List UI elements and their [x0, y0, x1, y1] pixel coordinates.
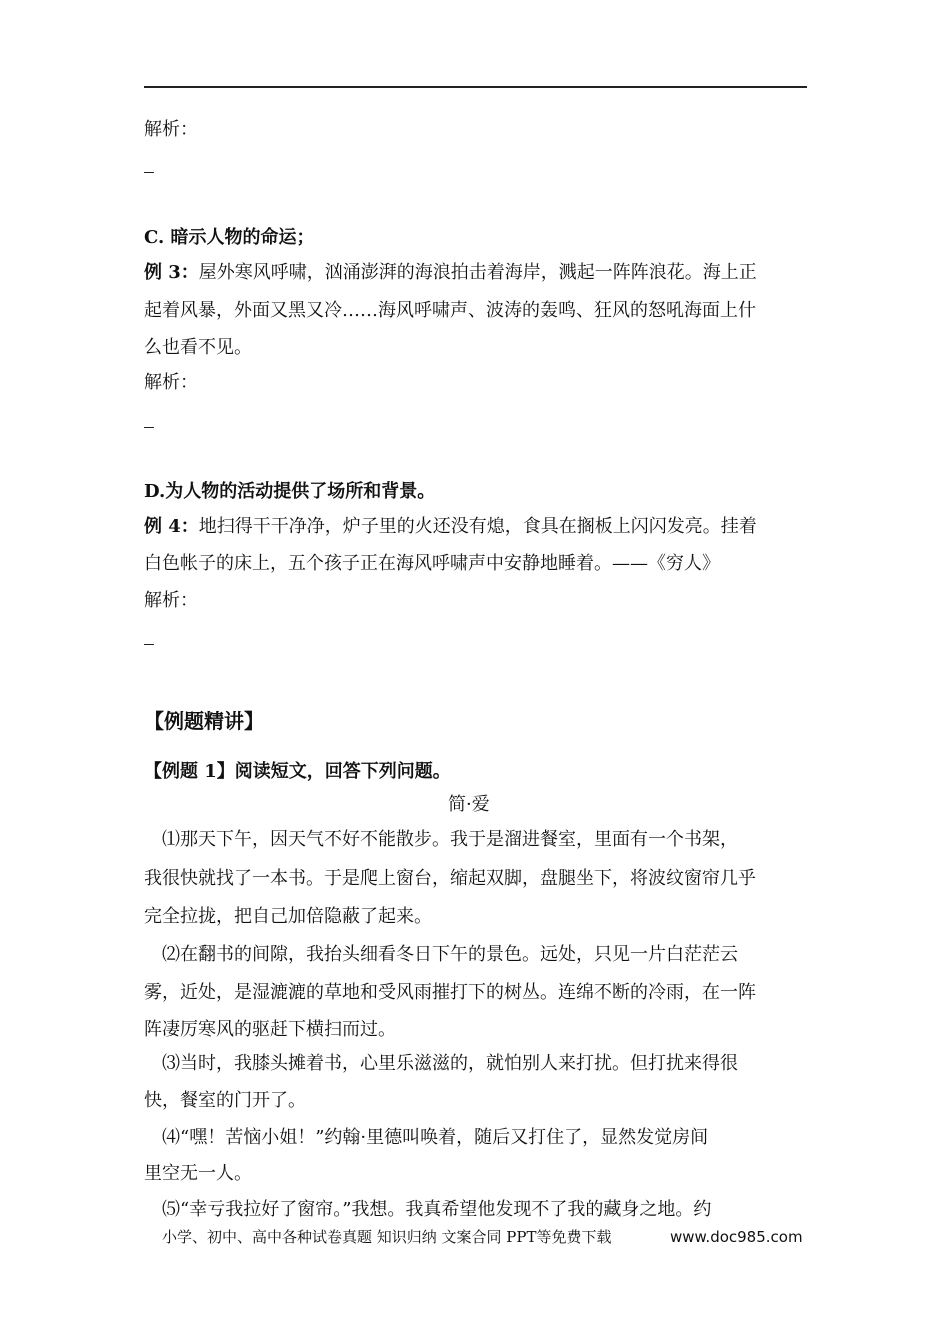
example-4-line-2: 白色帐子的床上，五个孩子正在海风呼啸声中安静地睡着。——《穷人》: [144, 553, 720, 574]
example-3-line-1: 例 3：屋外寒风呼啸，汹涌澎湃的海浪拍击着海岸，溅起一阵阵浪花。海上正: [144, 262, 757, 283]
paragraph-3-line-1: ⑶当时，我膝头摊着书，心里乐滋滋的，就怕别人来打扰。但打扰来得很: [162, 1053, 738, 1074]
paragraph-1-line-2: 我很快就找了一本书。于是爬上窗台，缩起双脚，盘腿坐下，将波纹窗帘几乎: [144, 868, 756, 889]
analysis-label-b: 解析：: [144, 119, 198, 140]
analysis-label-c: 解析：: [144, 372, 198, 393]
paragraph-2-line-1: ⑵在翻书的间隙，我抬头细看冬日下午的景色。远处，只见一片白茫茫云: [162, 944, 738, 965]
passage-title: 简·爱: [448, 794, 490, 815]
top-rule: [144, 86, 807, 88]
answer-blank-d[interactable]: [144, 644, 154, 645]
example-3-line-2: 起着风暴，外面又黑又冷……海风呼啸声、波涛的轰鸣、狂风的怒吼海面上什: [144, 300, 756, 321]
example-3-line-3: 么也看不见。: [144, 337, 252, 358]
paragraph-1-line-3: 完全拉拢，把自己加倍隐蔽了起来。: [144, 906, 432, 927]
question-heading: 【例题 1】阅读短文，回答下列问题。: [144, 761, 451, 782]
answer-blank-c[interactable]: [144, 427, 154, 428]
paragraph-4-line-2: 里空无一人。: [144, 1163, 252, 1184]
heading-d: D.为人物的活动提供了场所和背景。: [144, 481, 436, 502]
paragraph-1-line-1: ⑴那天下午，因天气不好不能散步。我于是溜进餐室，里面有一个书架，: [162, 829, 738, 850]
footer-url[interactable]: www.doc985.com: [670, 1228, 803, 1246]
footer-text: 小学、初中、高中各种试卷真题 知识归纳 文案合同 PPT等免费下载: [162, 1228, 612, 1246]
paragraph-3-line-2: 快，餐室的门开了。: [144, 1090, 306, 1111]
paragraph-2-line-3: 阵凄厉寒风的驱赶下横扫而过。: [144, 1019, 396, 1040]
example-3-label: 例 3：: [144, 262, 199, 283]
paragraph-4-line-1: ⑷“嘿！苦恼小姐！”约翰·里德叫唤着，随后又打住了，显然发觉房间: [162, 1127, 709, 1148]
analysis-label-d: 解析：: [144, 590, 198, 611]
paragraph-2-line-2: 雾，近处，是湿漉漉的草地和受风雨摧打下的树丛。连绵不断的冷雨，在一阵: [144, 982, 756, 1003]
example-4-label: 例 4：: [144, 516, 199, 537]
section-title: 【例题精讲】: [144, 709, 264, 733]
heading-c: C. 暗示人物的命运；: [144, 227, 315, 248]
example-4-line-1: 例 4：地扫得干干净净，炉子里的火还没有熄，食具在搁板上闪闪发亮。挂着: [144, 516, 757, 537]
paragraph-5-line-1: ⑸“幸亏我拉好了窗帘。”我想。我真希望他发现不了我的藏身之地。约: [162, 1199, 712, 1220]
answer-blank-b[interactable]: [144, 172, 154, 173]
